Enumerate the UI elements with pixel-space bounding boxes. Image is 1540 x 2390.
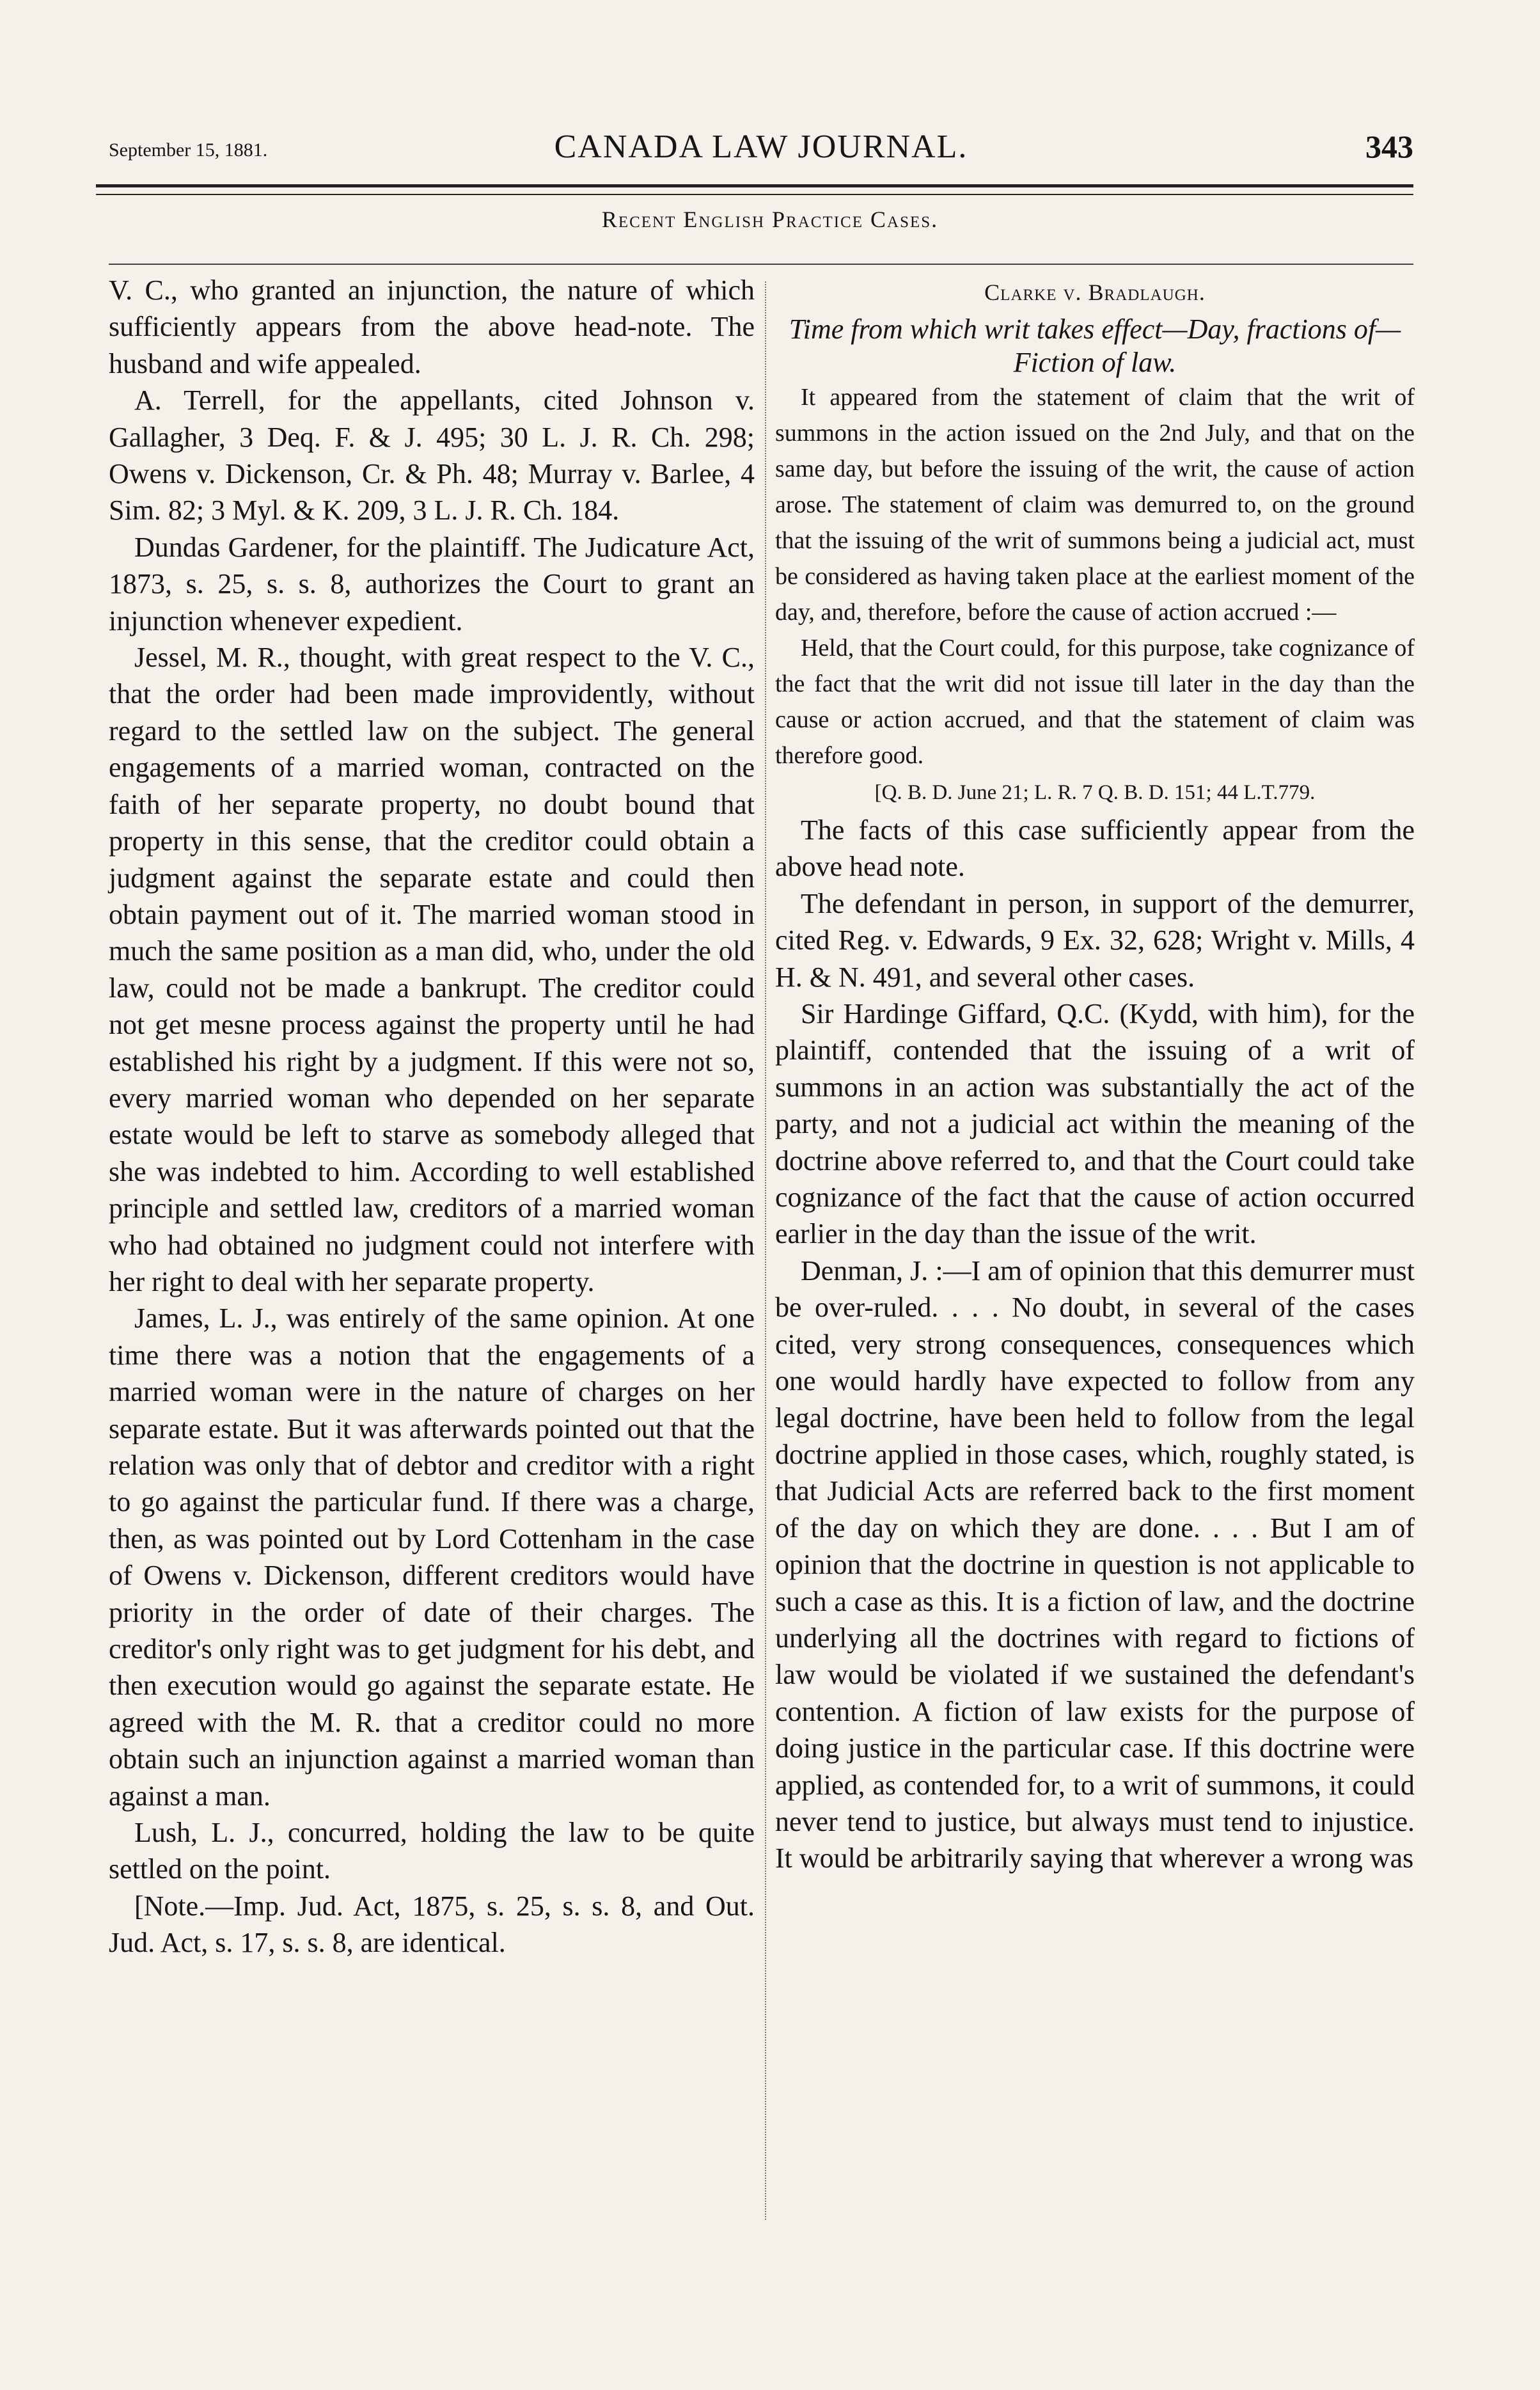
paragraph-appellants-counsel: A. Terrell, for the appellants, cited Johnson v. Gallagher, 3 Deq. F. & J. 495; 30 L. J. R. Ch. 298; Owens v. Dickenson, Cr. & Ph. 48; Murray v. Barlee, 4 Sim. 82; 3 Myl. & K. 209, 3 L. J. R. Ch. 184.: [109, 384, 755, 526]
paragraph-lush-judgment: Lush, L. J., concurred, holding the law to be quite settled on the point.: [109, 1817, 755, 1885]
paragraph-jessel-judgment: Jessel, M. R., thought, with great respect to the V. C., that the order had been made improvidently, without regard to the settled law on the subject. The general engagements of a married woman, contracted on the faith of her separate property, no doubt bound that property in this sense, that the creditor could obtain a judgment against the separate estate and could then obtain payment out of it. The married woman stood in much the same position as a man did, who, under the old law, could not be made a bankrupt. The creditor could not get mesne process against the property until he had established his right by a judgment. If this were not so, every married woman who depended on her separate estate would be left to starve as somebody alleged that she was indebted to him. According to well established principle and settled law, creditors of a married woman who had obtained no judgment could not interfere with her right to deal with her separate property.: [109, 642, 755, 1297]
column-divider: [765, 281, 766, 2220]
issue-date: September 15, 1881.: [109, 139, 268, 161]
left-column: [109, 272, 755, 1961]
paragraph-plaintiff-counsel: Dundas Gardener, for the plaintiff. The Judicature Act, 1873, s. 25, s. s. 8, authorizes the Court to grant an injunction whenever expedient.: [109, 531, 755, 637]
paragraph-continuation: V. C., who granted an injunction, the nature of which sufficiently appears from the above head-note. The husband and wife appealed.: [109, 274, 755, 379]
paragraph-statement: It appeared from the statement of claim that the writ of summons in the action issued on the 2nd July, and that on the same day, but before the issuing of the writ, the cause of action arose. The statement of claim was demurred to, on the ground that the issuing of the writ of summons being a judicial act, must be considered as having taken place at the earliest moment of the day, and, therefore, before the cause of action accrued :—: [775, 384, 1415, 626]
case-citation: [Q. B. D. June 21; L. R. 7 Q. B. D. 151; 44 L.T.779.: [874, 781, 1316, 804]
paragraph-james-judgment: James, L. J., was entirely of the same opinion. At one time there was a notion that the engagements of a married woman were in the nature of charges on her separate estate. But it was afterwards pointed out that the relation was only that of debtor and creditor with a right to go against the particular fund. If there was a charge, then, as was pointed out by Lord Cottenham in the case of Owens v. Dickenson, different creditors would have priority in the order of date of their charges. The creditor's only right was to get judgment for his debt, and then execution would go against the separate estate. He agreed with the M. R. that a creditor could no more obtain such an injunction against a married woman than against a man.: [109, 1302, 755, 1812]
case-headnote: Time from which writ takes effect—Day, fractions of—Fiction of law.: [789, 313, 1401, 378]
paragraph-giffard: Sir Hardinge Giffard, Q.C. (Kydd, with him), for the plaintiff, contended that the issuing of a writ of summons in an action was substantially the act of the party, and not a judicial act within the meaning of the doctrine above referred to, and that the Court could take cognizance of the fact that the cause of action occurred earlier in the day than the issue of the writ.: [775, 998, 1415, 1250]
paragraph-held: Held, that the Court could, for this purpose, take cognizance of the fact that the writ did not issue till later in the day than the cause or action accrued, and that the statement of claim was therefore good.: [775, 635, 1415, 769]
journal-title: CANADA LAW JOURNAL.: [554, 129, 968, 165]
paragraph-denman-judgment: Denman, J. :—I am of opinion that this demurrer must be over-ruled. . . . No doubt, in several of the cases cited, very strong consequences, consequences which one would hardly have expected to follow from any legal doctrine, have been held to follow from the legal doctrine applied in those cases, which, roughly stated, is that Judicial Acts are referred back to the first moment of the day on which they are done. . . . But I am of opinion that the doctrine in question is not applicable to such a case as this. It is a fiction of law, and the doctrine underlying all the doctrines with regard to fictions of law would be violated if we sustained the defendant's contention. A fiction of law exists for the purpose of doing justice in the particular case. If this doctrine were applied, as contended for, to a writ of summons, it could never tend to justice, but always must tend to injustice. It would be arbitrarily saying that wherever a wrong was: [775, 1254, 1415, 1874]
section-rule: [109, 264, 1413, 265]
paragraph-note: [Note.—Imp. Jud. Act, 1875, s. 25, s. s. 8, and Out. Jud. Act, s. 17, s. s. 8, are identical.: [109, 1890, 755, 1959]
section-title: Recent English Practice Cases.: [601, 207, 939, 232]
paragraph-defendant: The defendant in person, in support of the demurrer, cited Reg. v. Edwards, 9 Ex. 32, 628; Wright v. Mills, 4 H. & N. 491, and several other cases.: [775, 887, 1415, 993]
right-column: [775, 272, 1415, 1877]
case-title: Clarke v. Bradlaugh.: [984, 280, 1206, 305]
header-rule: [96, 184, 1413, 195]
page-number: 343: [1365, 129, 1413, 164]
paragraph-facts: The facts of this case sufficiently appear from the above head note.: [775, 814, 1415, 883]
running-head: [109, 128, 1413, 179]
